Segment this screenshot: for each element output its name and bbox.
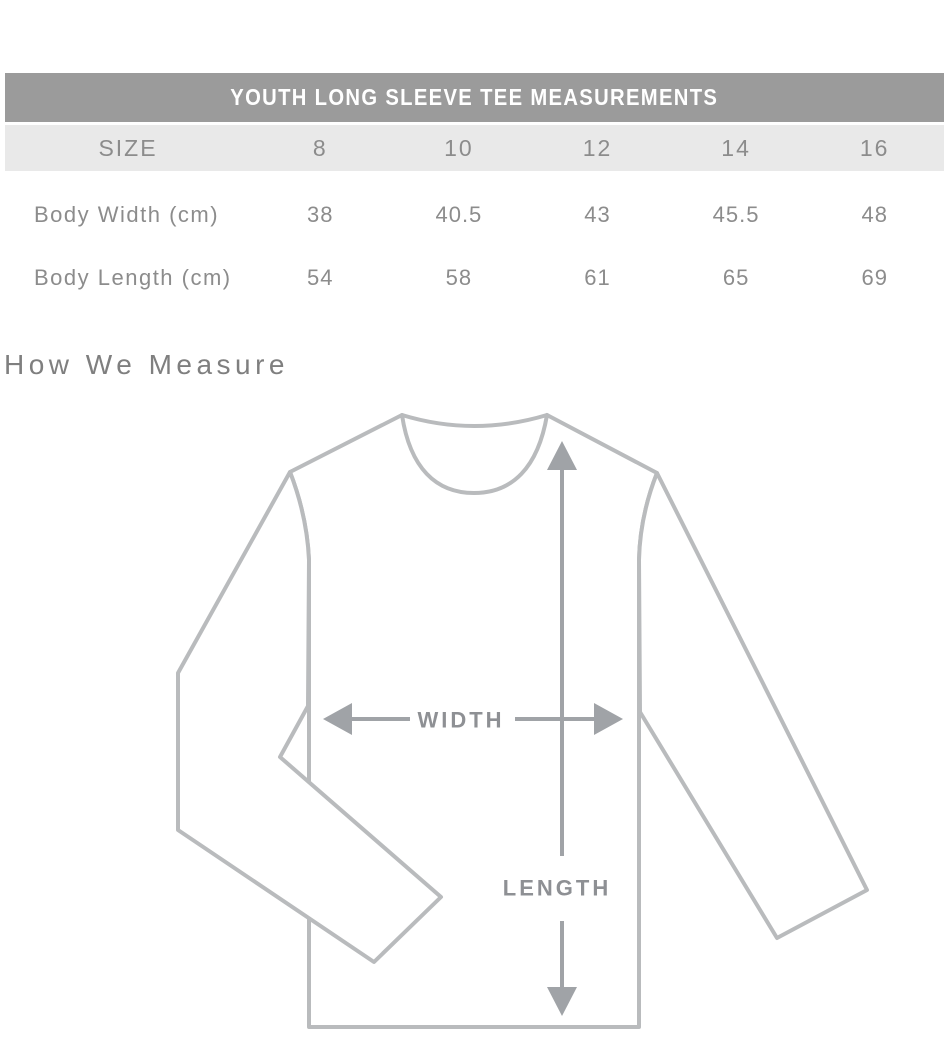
body-length-value: 58 — [445, 265, 473, 290]
row-label-body-width: Body Width (cm) — [34, 201, 220, 227]
table-title: YOUTH LONG SLEEVE TEE MEASUREMENTS — [230, 84, 719, 110]
size-option-8: 8 — [312, 134, 328, 161]
shirt-right-sleeve — [639, 473, 867, 938]
size-option-14: 14 — [721, 134, 751, 161]
body-length-value: 65 — [722, 265, 750, 290]
length-label: LENGTH — [502, 875, 612, 901]
size-option-12: 12 — [582, 134, 613, 161]
shirt-back-collar — [402, 415, 547, 426]
row-label-body-length: Body Length (cm) — [34, 265, 232, 290]
body-width-value: 48 — [861, 201, 888, 227]
body-width-value: 40.5 — [435, 201, 483, 227]
size-header-label: SIZE — [98, 134, 158, 161]
width-label: WIDTH — [417, 707, 505, 733]
body-width-value: 43 — [584, 201, 611, 227]
body-length-value: 61 — [584, 265, 611, 290]
body-length-value: 69 — [861, 265, 888, 290]
size-option-10: 10 — [444, 134, 474, 161]
size-option-16: 16 — [859, 134, 890, 161]
body-length-value: 54 — [307, 265, 334, 290]
body-width-value: 38 — [307, 201, 334, 227]
body-width-value: 45.5 — [712, 201, 760, 227]
how-we-measure-heading: How We Measure — [4, 349, 290, 380]
